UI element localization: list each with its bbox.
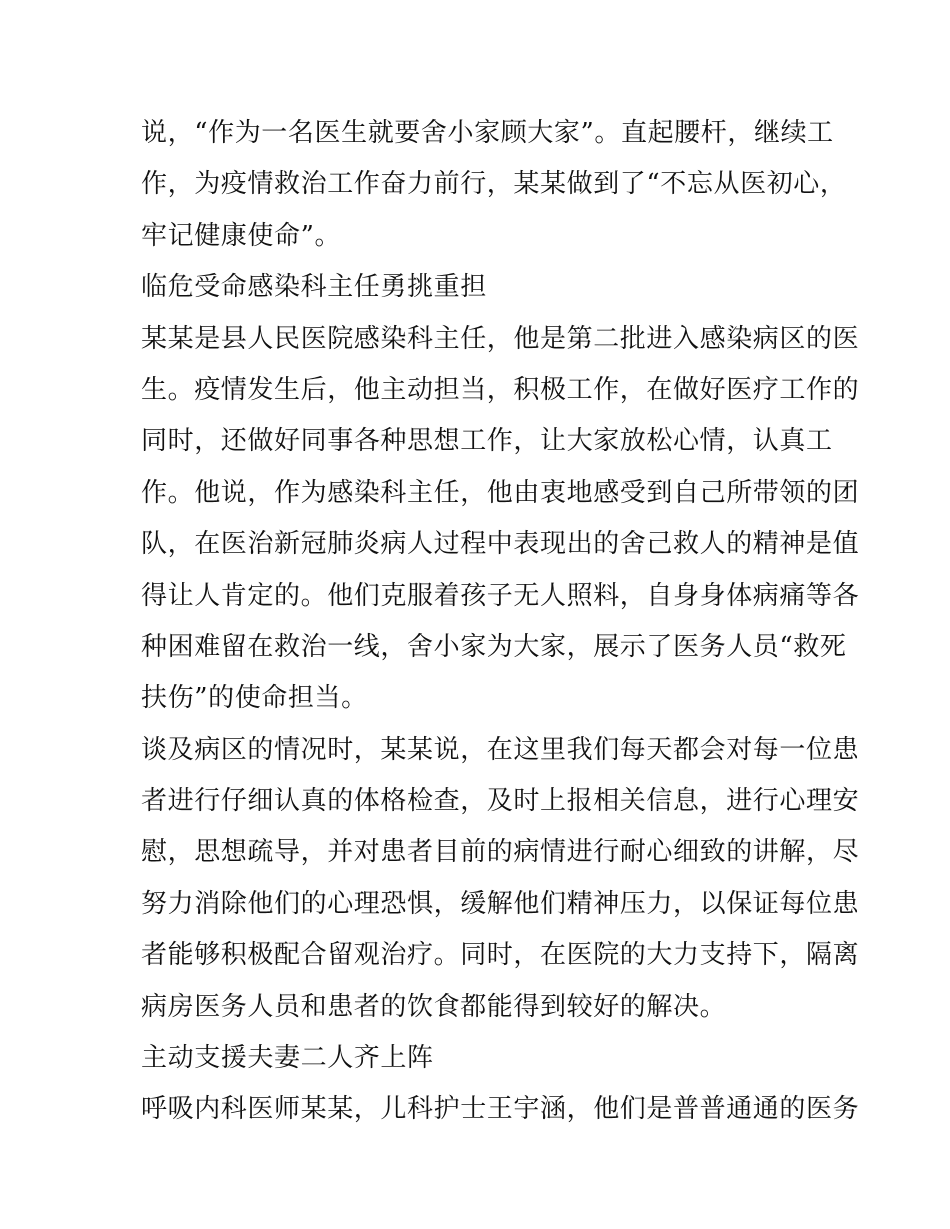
document-body xyxy=(141,108,860,1136)
paragraph-line: 谈及病区的情况时，某某说，在这里我们每天都会对每一位患 xyxy=(141,734,860,765)
paragraph-line: 呼吸内科医师某某，儿科护士王宇涵，他们是普普通通的医务 xyxy=(141,1094,860,1125)
paragraph-line: 生。疫情发生后，他主动担当，积极工作，在做好医疗工作的 xyxy=(141,374,860,405)
paragraph-line: 牢记健康使命”。 xyxy=(141,220,342,251)
paragraph-line: 作，为疫情救治工作奋力前行，某某做到了“不忘从医初心， xyxy=(141,169,847,200)
paragraph-line: 得让人肯定的。他们克服着孩子无人照料，自身身体病痛等各 xyxy=(141,580,860,611)
section-heading: 临危受命感染科主任勇挑重担 xyxy=(141,272,487,303)
paragraph-line: 同时，还做好同事各种思想工作，让大家放松心情，认真工 xyxy=(141,426,833,457)
paragraph-line: 努力消除他们的心理恐惧，缓解他们精神压力，以保证每位患 xyxy=(141,888,860,919)
paragraph-line: 种困难留在救治一线，舍小家为大家，展示了医务人员“救死 xyxy=(141,631,847,662)
paragraph-line: 队，在医治新冠肺炎病人过程中表现出的舍己救人的精神是值 xyxy=(141,529,860,560)
paragraph-line: 病房医务人员和患者的饮食都能得到较好的解决。 xyxy=(141,991,727,1022)
paragraph-line: 作。他说，作为感染科主任，他由衷地感受到自己所带领的团 xyxy=(141,477,860,508)
paragraph-line: 说，“作为一名医生就要舍小家顾大家”。直起腰杆，继续工 xyxy=(141,118,834,148)
section-heading: 主动支援夫妻二人齐上阵 xyxy=(141,1043,434,1074)
paragraph-line: 某某是县人民医院感染科主任，他是第二批进入感染病区的医 xyxy=(141,323,860,354)
paragraph-line: 慰，思想疏导，并对患者目前的病情进行耐心细致的讲解，尽 xyxy=(141,837,860,868)
paragraph-line: 者进行仔细认真的体格检查，及时上报相关信息，进行心理安 xyxy=(141,786,860,817)
paragraph-line: 者能够积极配合留观治疗。同时，在医院的大力支持下，隔离 xyxy=(141,940,860,971)
paragraph-line: 扶伤”的使命担当。 xyxy=(141,683,368,714)
